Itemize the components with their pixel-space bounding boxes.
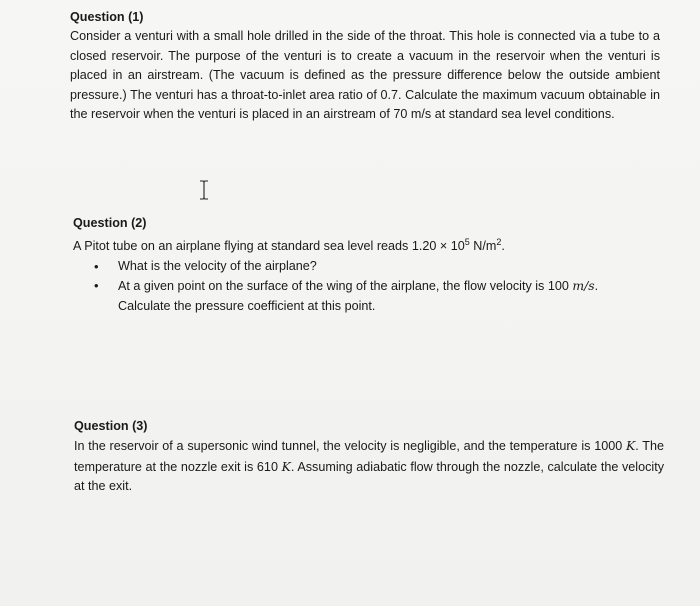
question-3-unit-1: K bbox=[625, 438, 636, 454]
question-2-title: Question (2) bbox=[73, 216, 147, 230]
question-2-exponent: 5 bbox=[464, 237, 470, 248]
question-1 bbox=[70, 8, 660, 124]
text-cursor-icon bbox=[198, 180, 210, 200]
question-3 bbox=[74, 417, 664, 497]
question-2-intro-text: A Pitot tube on an airplane flying at standard sea level reads 1.20 × 10 bbox=[73, 239, 465, 254]
question-2-unit: N/m bbox=[469, 239, 497, 254]
question-2-bullets bbox=[73, 257, 663, 316]
question-2-intro-end: . bbox=[501, 239, 505, 254]
question-2-bullet-2-unit: m/s bbox=[572, 278, 595, 294]
question-3-body-3: . Assuming adiabatic flow through the nozzle, calculate the velocity at the exit. bbox=[74, 459, 664, 494]
question-2-unit-exponent: 2 bbox=[496, 237, 502, 248]
question-2-bullet-2-text: At a given point on the surface of the wing of the airplane, the flow velocity is 100 bbox=[118, 279, 573, 294]
question-3-title: Question (3) bbox=[74, 419, 148, 433]
question-2-bullet-1 bbox=[73, 257, 663, 276]
bullet-icon: • bbox=[94, 278, 99, 294]
question-1-body: Consider a venturi with a small hole drilled in the side of the throat. This hole is connected via a tube to a closed reservoir. The purpose of the venturi is to create a vacuum in the reservoir when the venturi is placed in an airstream. (The vacuum is defined as the pressure difference below the outside ambient pressure.) The venturi has a throat-to-inlet area ratio of 0.7. Calculate the maximum vacuum obtainable in the reservoir when the venturi is placed in an airstream of 70 m/s at standard sea level conditions. bbox=[70, 29, 660, 122]
question-2-intro bbox=[73, 233, 663, 257]
question-2-bullet-2-line2: Calculate the pressure coefficient at this point. bbox=[118, 298, 376, 313]
question-3-unit-2: K bbox=[281, 458, 291, 474]
question-2-bullet-1-text: What is the velocity of the airplane? bbox=[118, 259, 317, 273]
question-2-bullet-2-end: . bbox=[594, 279, 599, 294]
bullet-icon: • bbox=[94, 259, 99, 274]
question-2 bbox=[73, 214, 663, 316]
question-2-bullet-2 bbox=[73, 276, 663, 316]
question-1-title: Question (1) bbox=[70, 10, 144, 24]
question-3-body bbox=[74, 436, 664, 496]
question-3-body-1: In the reservoir of a supersonic wind tunnel, the velocity is negligible, and the temperature is 1000 bbox=[74, 439, 626, 454]
question-3-body-2: . The temperature at the nozzle exit is 610 bbox=[74, 439, 664, 474]
